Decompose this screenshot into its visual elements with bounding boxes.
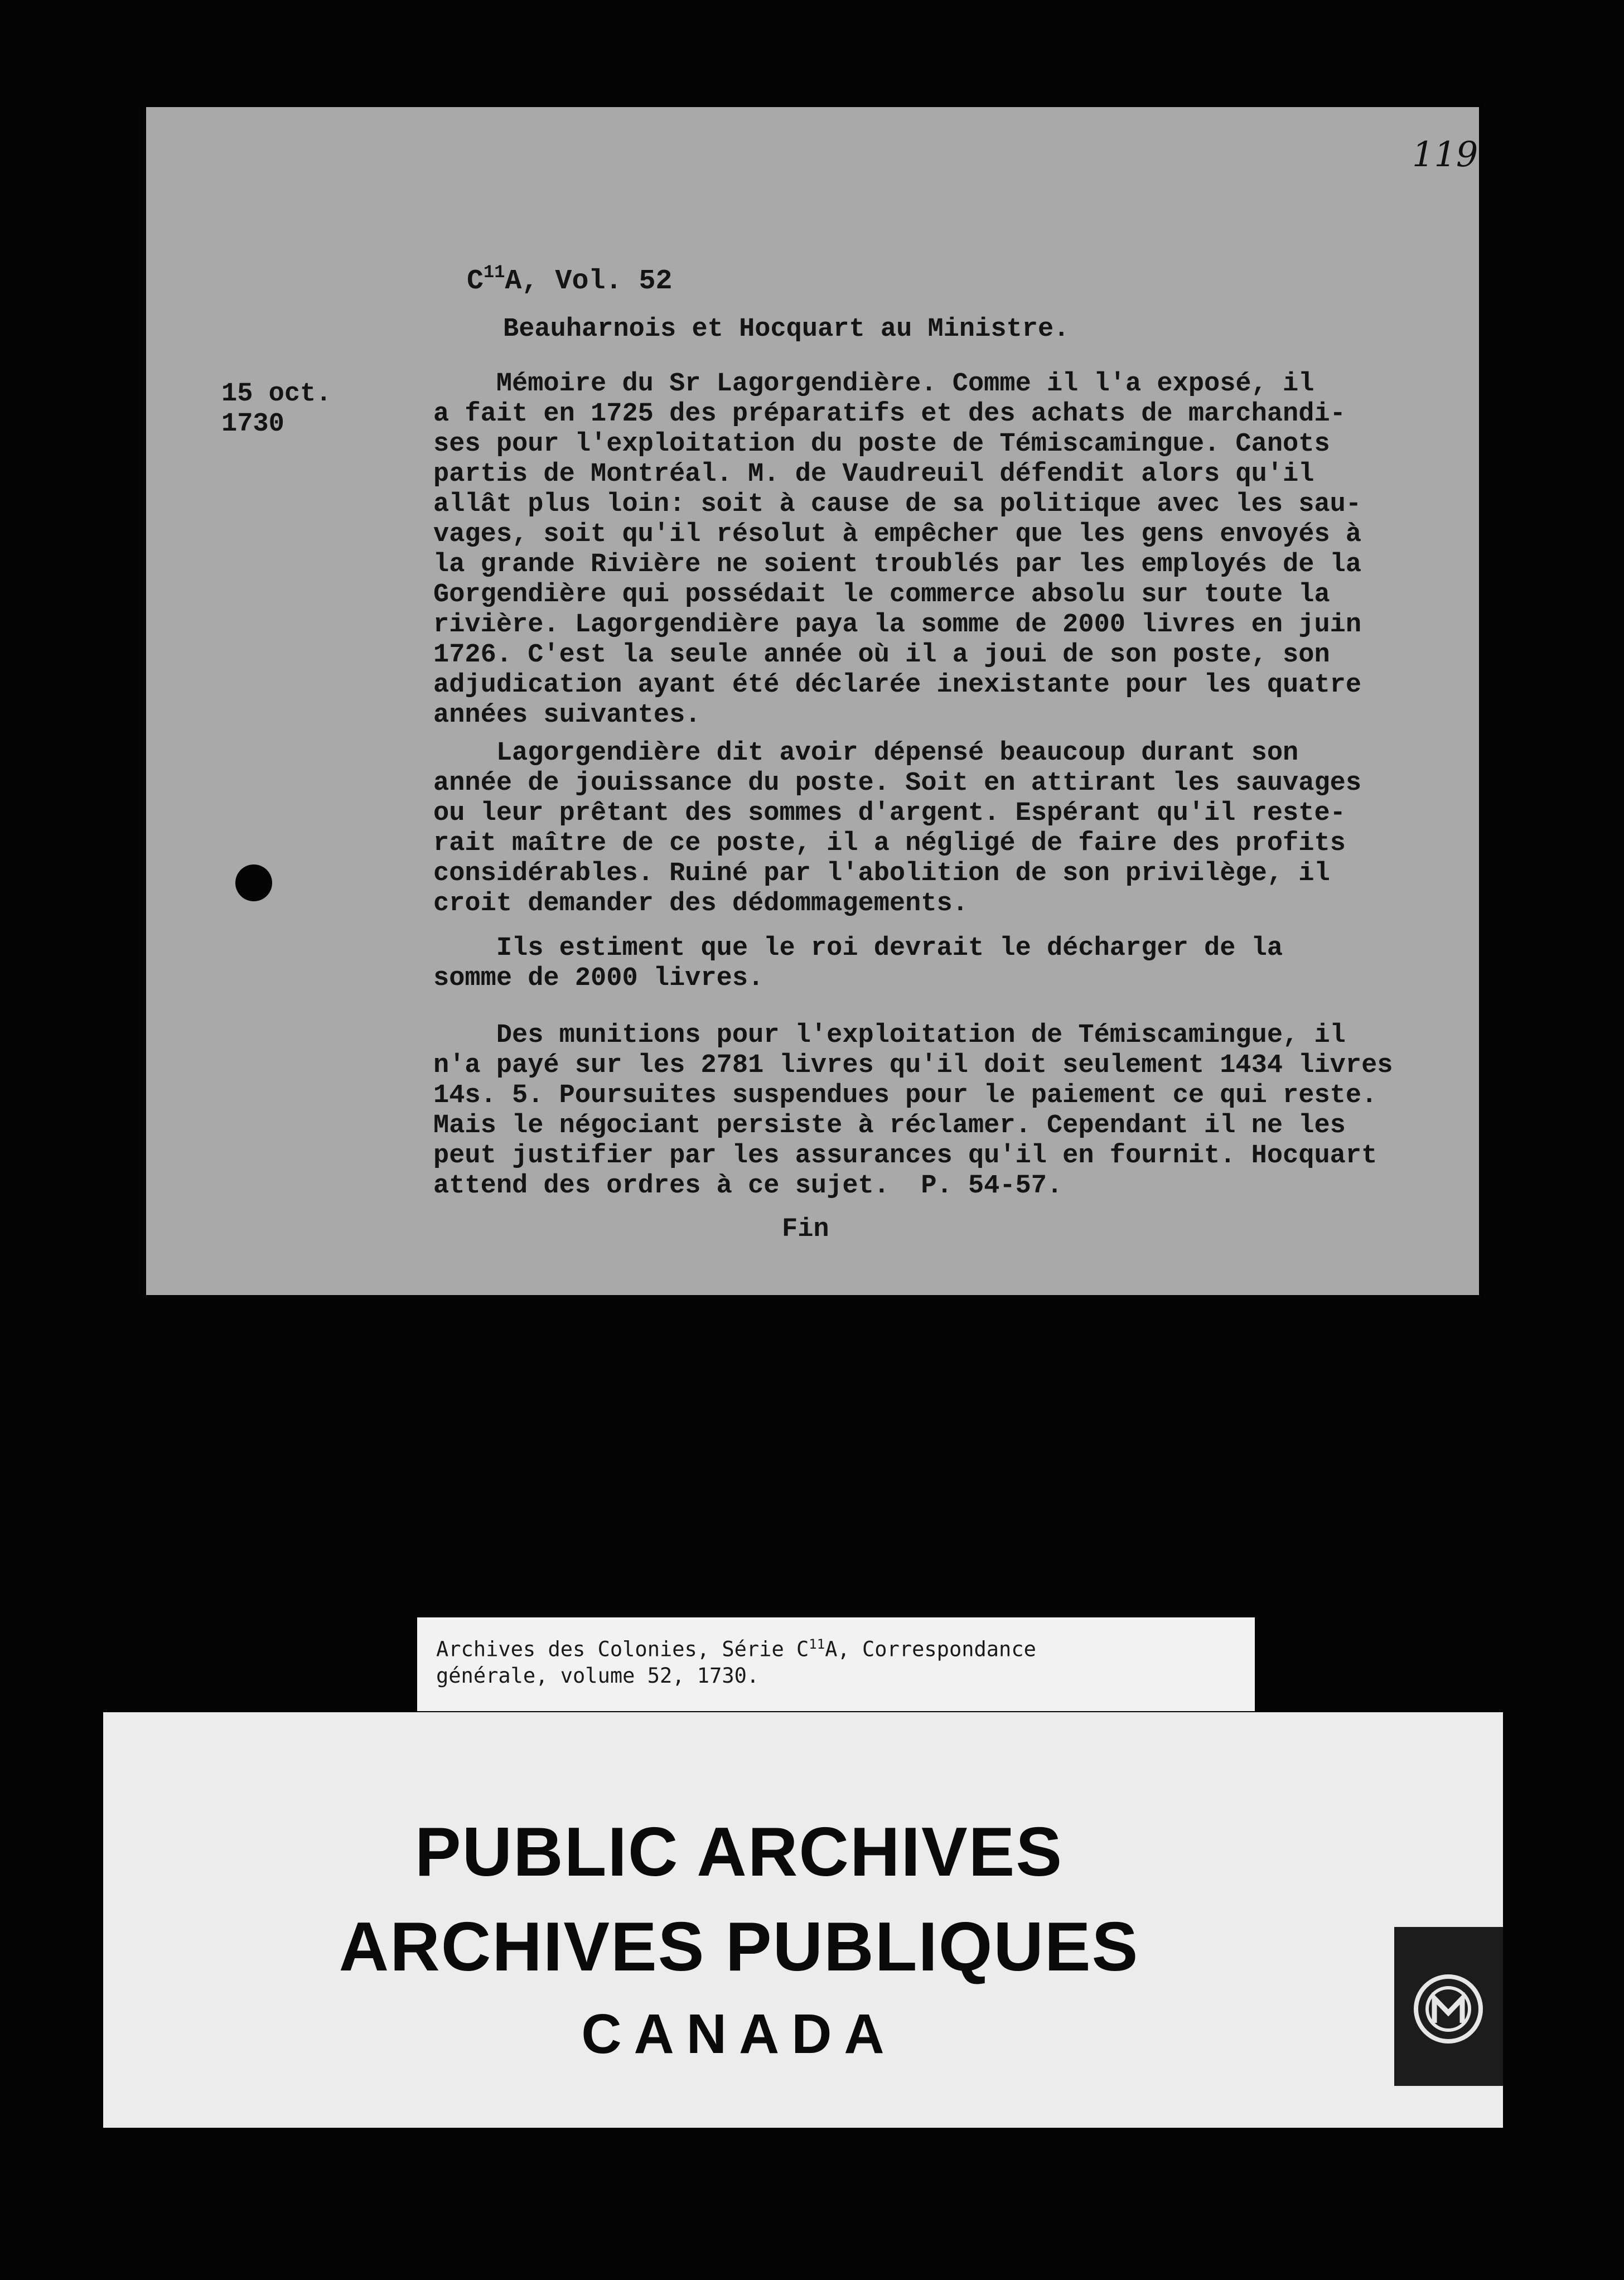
paragraph-3: Ils estiment que le roi devrait le décharger de la somme de 2000 livres.	[433, 934, 1283, 993]
caption-line-2: générale, volume 52, 1730.	[436, 1664, 760, 1688]
logo-panel	[1394, 1927, 1503, 2086]
margin-date: 15 oct. 1730	[221, 379, 332, 439]
archives-logo-icon	[1411, 1972, 1486, 2047]
closing-fin: Fin	[782, 1215, 829, 1244]
addressee-line: Beauharnois et Hocquart au Ministre.	[503, 315, 1070, 344]
caption-line-1: Archives des Colonies, Série $C^{11}A$, Correspondance	[436, 1636, 1036, 1661]
punch-hole	[235, 864, 272, 901]
paragraph-1: Mémoire du Sr Lagorgendière. Comme il l'a exposé, il a fait en 1725 des préparatifs et des achats de marchandi- ses pour l'exploitation du poste de Témiscamingue. Canots partis de Montréal. M. de Vaudreuil défendit alors qu'il allât plus loin: soit à cause de sa politique avec les sau- vages, soit qu'il résolut à empêcher que les gens envoyés à la grande Rivière ne soient troublés par les employés de la Gorgendière qui possédait le commerce absolu sur toute la rivière. Lagorgendière paya la somme de 2000 livres en juin 1726. C'est la seule année où il a joui de son poste, son adjudication ayant été déclarée inexistante pour les quatre années suivantes.	[433, 369, 1362, 730]
stamp-line-1: PUBLIC ARCHIVES	[414, 1814, 1064, 1891]
document-sheet	[146, 107, 1479, 1295]
archive-caption	[417, 1617, 1255, 1711]
public-archives-stamp	[103, 1712, 1503, 2128]
folio-number: 119	[1412, 134, 1478, 175]
series-reference: $C^{11}A$, Vol. 52	[467, 262, 673, 297]
stamp-line-3: CANADA	[581, 2003, 897, 2065]
stamp-line-2: ARCHIVES PUBLIQUES	[339, 1909, 1139, 1986]
paragraph-4: Des munitions pour l'exploitation de Témiscamingue, il n'a payé sur les 2781 livres qu'il doit seulement 1434 livres 14s. 5. Poursuites suspendues pour le paiement ce qui reste. Mais le négociant persiste à réclamer. Cependant il ne les peut justifier par les assurances qu'il en fournit. Hocquart attend des ordres à ce sujet. P. 54-57.	[433, 1021, 1393, 1201]
paragraph-2: Lagorgendière dit avoir dépensé beaucoup durant son année de jouissance du poste. Soit en attirant les sauvages ou leur prêtant des sommes d'argent. Espérant qu'il reste- rait maître de ce poste, il a négligé de faire des profits considérables. Ruiné par l'abolition de son privilège, il croit demander des dédommagements.	[433, 738, 1362, 919]
